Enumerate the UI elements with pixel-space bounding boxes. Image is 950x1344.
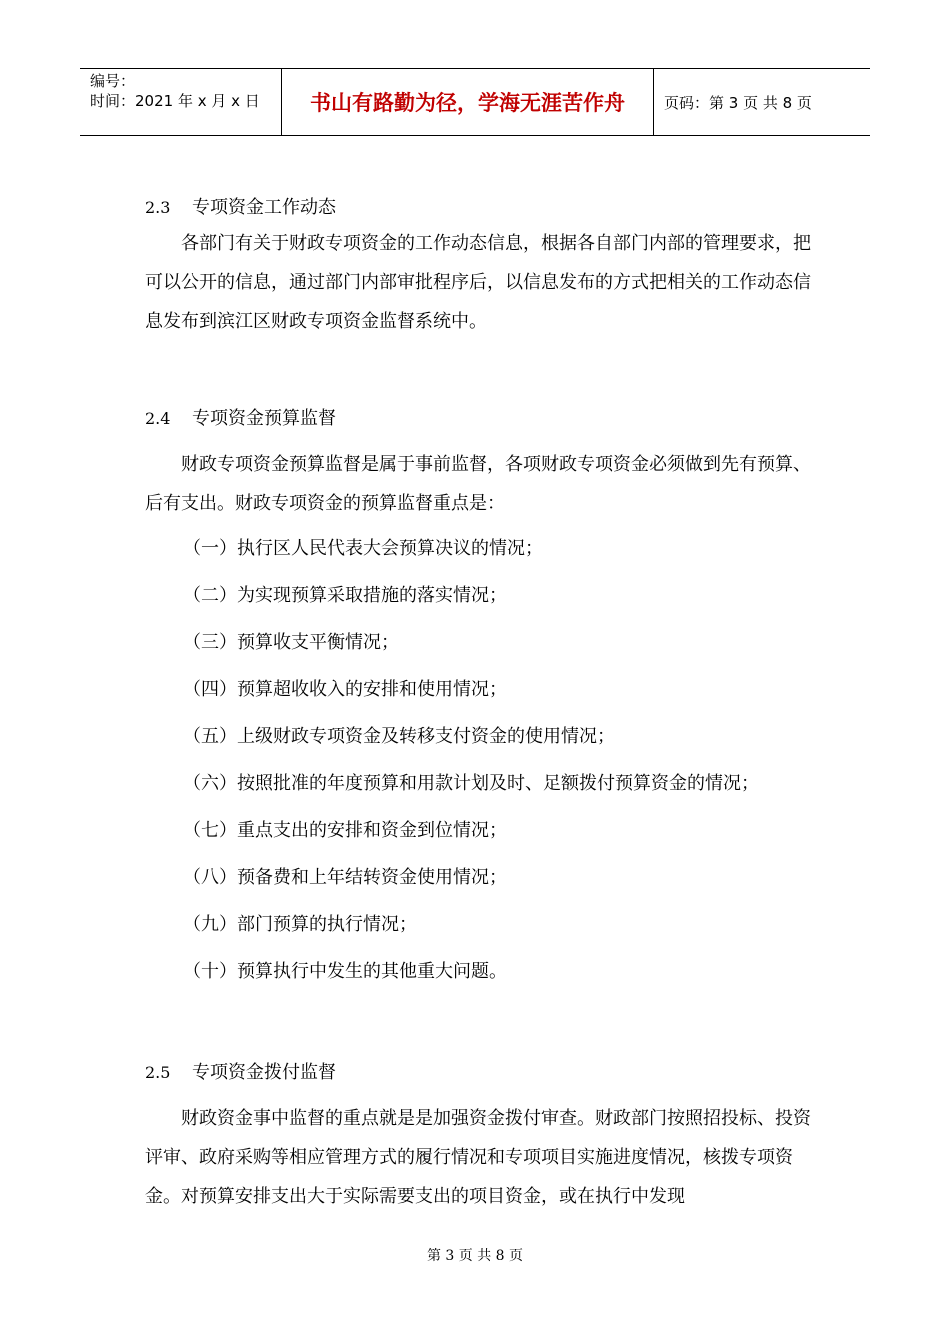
list-item: （一）执行区人民代表大会预算决议的情况； [183, 538, 543, 559]
document-body [145, 192, 815, 1216]
header-meta [80, 69, 282, 135]
list-item: （五）上级财政专项资金及转移支付资金的使用情况； [183, 726, 615, 747]
section-title: 专项资金拨付监督 [192, 1062, 336, 1083]
section-heading [145, 192, 815, 224]
section-title: 专项资金工作动态 [192, 197, 336, 218]
page-header [80, 68, 870, 136]
list-item: （九）部门预算的执行情况； [183, 914, 417, 935]
document-number-label: 编号： [90, 72, 136, 90]
list [145, 525, 815, 995]
list-item: （七）重点支出的安排和资金到位情况； [183, 820, 507, 841]
list-item: （六）按照批准的年度预算和用款计划及时、足额拨付预算资金的情况； [183, 773, 759, 794]
section-number: 2.4 [145, 409, 171, 428]
list-item: （三）预算收支平衡情况； [183, 632, 399, 653]
header-page-info: 页码：第 3 页 共 8 页 [664, 93, 812, 112]
section-number: 2.3 [145, 198, 171, 217]
page-footer: 第 3 页 共 8 页 [426, 1248, 524, 1264]
list-item: （十）预算执行中发生的其他重大问题。 [183, 961, 507, 982]
paragraph: 各部门有关于财政专项资金的工作动态信息，根据各自部门内部的管理要求，把可以公开的信息，通过部门内部审批程序后，以信息发布的方式把相关的工作动态信息发布到滨江区财政专项资金监督系统中。 [145, 233, 811, 332]
section-title: 专项资金预算监督 [192, 408, 336, 429]
list-item: （二）为实现预算采取措施的落实情况； [183, 585, 507, 606]
section-heading [145, 1057, 815, 1089]
section-heading [145, 403, 815, 435]
header-motto: 书山有路勤为径，学海无涯苦作舟 [282, 69, 654, 135]
list-item: （八）预备费和上年结转资金使用情况； [183, 867, 507, 888]
section-number: 2.5 [145, 1063, 171, 1082]
paragraph: 财政资金事中监督的重点就是是加强资金拨付审查。财政部门按照招投标、投资评审、政府采购等相应管理方式的履行情况和专项项目实施进度情况，核拨专项资金。对预算安排支出大于实际需要支出的项目资金，或在执行中发现 [145, 1108, 811, 1207]
list-item: （四）预算超收收入的安排和使用情况； [183, 679, 507, 700]
document-date: 时间：2021 年 x 月 x 日 [90, 92, 260, 110]
paragraph: 财政专项资金预算监督是属于事前监督，各项财政专项资金必须做到先有预算、后有支出。财政专项资金的预算监督重点是： [145, 454, 811, 514]
